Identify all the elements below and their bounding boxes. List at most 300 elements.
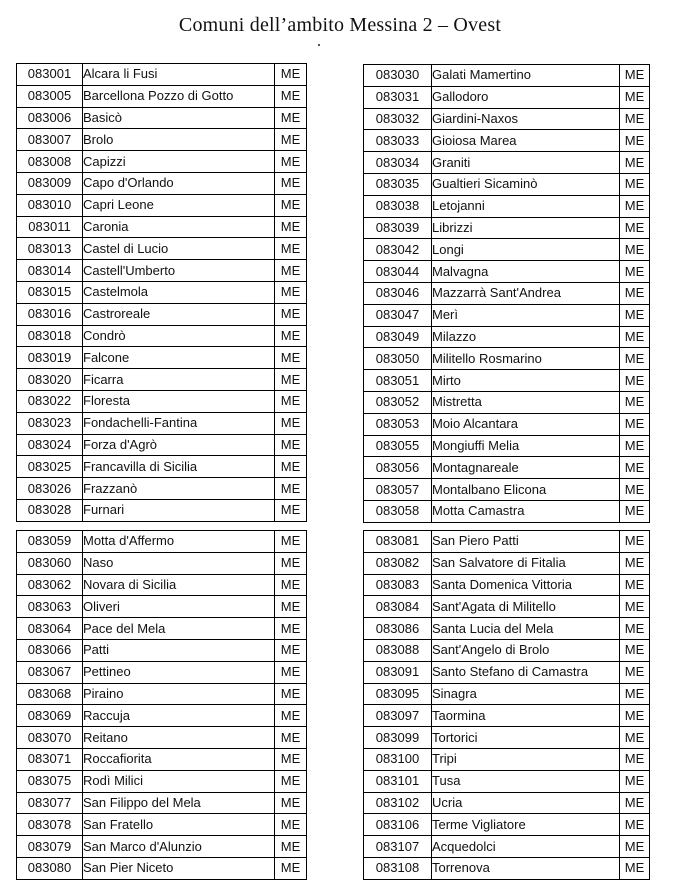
- province-code-cell: ME: [620, 304, 650, 326]
- table-row: [17, 596, 307, 618]
- municipality-name-cell: Rodì Milici: [83, 770, 275, 792]
- municipality-name-cell: Librizzi: [432, 217, 620, 239]
- istat-code-cell: 083091: [364, 661, 432, 683]
- province-code-cell: ME: [275, 792, 307, 814]
- istat-code-cell: 083068: [17, 683, 83, 705]
- istat-code-cell: 083019: [17, 347, 83, 369]
- municipality-name-cell: Milazzo: [432, 326, 620, 348]
- table-row: [364, 705, 650, 727]
- municipalities-table-bottom-left: [16, 530, 307, 880]
- province-code-cell: ME: [275, 456, 307, 478]
- province-code-cell: ME: [620, 727, 650, 749]
- municipality-name-cell: Sant'Agata di Militello: [432, 596, 620, 618]
- province-code-cell: ME: [275, 574, 307, 596]
- table-row: [364, 661, 650, 683]
- province-code-cell: ME: [620, 326, 650, 348]
- municipality-name-cell: Terme Vigliatore: [432, 814, 620, 836]
- istat-code-cell: 083018: [17, 325, 83, 347]
- istat-code-cell: 083052: [364, 391, 432, 413]
- municipality-name-cell: Forza d'Agrò: [83, 434, 275, 456]
- table-row: [17, 748, 307, 770]
- table-row: [17, 478, 307, 500]
- table-row: [364, 435, 650, 457]
- province-code-cell: ME: [620, 552, 650, 574]
- province-code-cell: ME: [275, 434, 307, 456]
- table-row: [364, 618, 650, 640]
- municipality-name-cell: Oliveri: [83, 596, 275, 618]
- province-code-cell: ME: [275, 194, 307, 216]
- municipality-name-cell: Reitano: [83, 727, 275, 749]
- municipality-name-cell: Falcone: [83, 347, 275, 369]
- istat-code-cell: 083063: [17, 596, 83, 618]
- istat-code-cell: 083038: [364, 195, 432, 217]
- municipality-name-cell: Mazzarrà Sant'Andrea: [432, 282, 620, 304]
- istat-code-cell: 083010: [17, 194, 83, 216]
- table-row: [364, 86, 650, 108]
- municipality-name-cell: Tripi: [432, 748, 620, 770]
- province-code-cell: ME: [275, 325, 307, 347]
- table-row: [17, 347, 307, 369]
- province-code-cell: ME: [275, 531, 307, 553]
- municipality-name-cell: Moio Alcantara: [432, 413, 620, 435]
- istat-code-cell: 083075: [17, 770, 83, 792]
- istat-code-cell: 083080: [17, 857, 83, 879]
- istat-code-cell: 083067: [17, 661, 83, 683]
- table-row: [364, 857, 650, 879]
- province-code-cell: ME: [620, 108, 650, 130]
- province-code-cell: ME: [275, 85, 307, 107]
- istat-code-cell: 083008: [17, 151, 83, 173]
- istat-code-cell: 083006: [17, 107, 83, 129]
- province-code-cell: ME: [620, 639, 650, 661]
- istat-code-cell: 083102: [364, 792, 432, 814]
- istat-code-cell: 083084: [364, 596, 432, 618]
- table-row: [17, 194, 307, 216]
- municipality-name-cell: Raccuja: [83, 705, 275, 727]
- table-row: [364, 108, 650, 130]
- table-row: [17, 129, 307, 151]
- province-code-cell: ME: [620, 435, 650, 457]
- municipality-name-cell: Novara di Sicilia: [83, 574, 275, 596]
- province-code-cell: ME: [620, 531, 650, 553]
- istat-code-cell: 083057: [364, 479, 432, 501]
- table-row: [364, 792, 650, 814]
- table-row: [17, 369, 307, 391]
- istat-code-cell: 083001: [17, 64, 83, 86]
- municipality-name-cell: Tusa: [432, 770, 620, 792]
- table-row: [364, 413, 650, 435]
- table-row: [17, 552, 307, 574]
- province-code-cell: ME: [620, 239, 650, 261]
- istat-code-cell: 083053: [364, 413, 432, 435]
- istat-code-cell: 083079: [17, 836, 83, 858]
- istat-code-cell: 083108: [364, 857, 432, 879]
- table-row: [17, 727, 307, 749]
- municipality-name-cell: San Salvatore di Fitalia: [432, 552, 620, 574]
- table-row: [364, 391, 650, 413]
- municipality-name-cell: Brolo: [83, 129, 275, 151]
- istat-code-cell: 083056: [364, 457, 432, 479]
- table-row: [17, 325, 307, 347]
- municipality-name-cell: Naso: [83, 552, 275, 574]
- table-row: [17, 64, 307, 86]
- istat-code-cell: 083023: [17, 412, 83, 434]
- province-code-cell: ME: [620, 661, 650, 683]
- province-code-cell: ME: [275, 238, 307, 260]
- istat-code-cell: 083097: [364, 705, 432, 727]
- table-row: [364, 836, 650, 858]
- province-code-cell: ME: [620, 814, 650, 836]
- table-row: [17, 390, 307, 412]
- table-row: [17, 412, 307, 434]
- istat-code-cell: 083024: [17, 434, 83, 456]
- municipality-name-cell: Pettineo: [83, 661, 275, 683]
- province-code-cell: ME: [275, 857, 307, 879]
- istat-code-cell: 083032: [364, 108, 432, 130]
- municipality-name-cell: Francavilla di Sicilia: [83, 456, 275, 478]
- table-row: [364, 152, 650, 174]
- table-row: [364, 770, 650, 792]
- province-code-cell: ME: [275, 836, 307, 858]
- table-row: [17, 260, 307, 282]
- province-code-cell: ME: [620, 479, 650, 501]
- municipality-name-cell: Furnari: [83, 499, 275, 521]
- istat-code-cell: 083035: [364, 173, 432, 195]
- table-row: [364, 727, 650, 749]
- province-code-cell: ME: [620, 65, 650, 87]
- istat-code-cell: 083099: [364, 727, 432, 749]
- table-row: [364, 596, 650, 618]
- istat-code-cell: 083101: [364, 770, 432, 792]
- province-code-cell: ME: [620, 618, 650, 640]
- istat-code-cell: 083064: [17, 618, 83, 640]
- table-row: [17, 792, 307, 814]
- municipality-name-cell: Santa Domenica Vittoria: [432, 574, 620, 596]
- table-row: [364, 304, 650, 326]
- province-code-cell: ME: [620, 217, 650, 239]
- istat-code-cell: 083070: [17, 727, 83, 749]
- province-code-cell: ME: [620, 195, 650, 217]
- municipalities-table-bottom-right: [363, 530, 650, 880]
- province-code-cell: ME: [275, 216, 307, 238]
- municipality-name-cell: Graniti: [432, 152, 620, 174]
- table-row: [364, 814, 650, 836]
- province-code-cell: ME: [620, 857, 650, 879]
- istat-code-cell: 083100: [364, 748, 432, 770]
- province-code-cell: ME: [275, 390, 307, 412]
- province-code-cell: ME: [275, 770, 307, 792]
- province-code-cell: ME: [275, 412, 307, 434]
- istat-code-cell: 083047: [364, 304, 432, 326]
- table-row: [364, 195, 650, 217]
- province-code-cell: ME: [620, 836, 650, 858]
- province-code-cell: ME: [275, 661, 307, 683]
- istat-code-cell: 083077: [17, 792, 83, 814]
- municipality-name-cell: Capri Leone: [83, 194, 275, 216]
- istat-code-cell: 083044: [364, 261, 432, 283]
- istat-code-cell: 083051: [364, 370, 432, 392]
- municipality-name-cell: Floresta: [83, 390, 275, 412]
- istat-code-cell: 083007: [17, 129, 83, 151]
- istat-code-cell: 083028: [17, 499, 83, 521]
- table-row: [364, 457, 650, 479]
- table-row: [17, 456, 307, 478]
- table-row: [364, 531, 650, 553]
- province-code-cell: ME: [620, 705, 650, 727]
- table-row: [17, 281, 307, 303]
- istat-code-cell: 083107: [364, 836, 432, 858]
- municipality-name-cell: Basicò: [83, 107, 275, 129]
- province-code-cell: ME: [275, 129, 307, 151]
- municipality-name-cell: Gualtieri Sicaminò: [432, 173, 620, 195]
- municipality-name-cell: San Filippo del Mela: [83, 792, 275, 814]
- province-code-cell: ME: [275, 172, 307, 194]
- municipality-name-cell: Castel di Lucio: [83, 238, 275, 260]
- municipality-name-cell: Mirto: [432, 370, 620, 392]
- istat-code-cell: 083086: [364, 618, 432, 640]
- province-code-cell: ME: [275, 151, 307, 173]
- province-code-cell: ME: [620, 86, 650, 108]
- table-row: [17, 683, 307, 705]
- province-code-cell: ME: [620, 173, 650, 195]
- province-code-cell: ME: [620, 348, 650, 370]
- municipality-name-cell: Sinagra: [432, 683, 620, 705]
- province-code-cell: ME: [620, 282, 650, 304]
- istat-code-cell: 083095: [364, 683, 432, 705]
- istat-code-cell: 083060: [17, 552, 83, 574]
- table-row: [364, 574, 650, 596]
- province-code-cell: ME: [620, 413, 650, 435]
- istat-code-cell: 083058: [364, 500, 432, 522]
- municipality-name-cell: Castroreale: [83, 303, 275, 325]
- istat-code-cell: 083026: [17, 478, 83, 500]
- municipality-name-cell: Ficarra: [83, 369, 275, 391]
- table-row: [364, 239, 650, 261]
- municipalities-table-top-right: [363, 64, 650, 523]
- istat-code-cell: 083039: [364, 217, 432, 239]
- table-row: [17, 705, 307, 727]
- municipality-name-cell: Letojanni: [432, 195, 620, 217]
- province-code-cell: ME: [275, 260, 307, 282]
- municipality-name-cell: Alcara li Fusi: [83, 64, 275, 86]
- istat-code-cell: 083009: [17, 172, 83, 194]
- province-code-cell: ME: [620, 574, 650, 596]
- table-row: [17, 857, 307, 879]
- province-code-cell: ME: [620, 152, 650, 174]
- istat-code-cell: 083042: [364, 239, 432, 261]
- istat-code-cell: 083069: [17, 705, 83, 727]
- table-row: [17, 107, 307, 129]
- province-code-cell: ME: [275, 347, 307, 369]
- istat-code-cell: 083081: [364, 531, 432, 553]
- municipality-name-cell: Motta Camastra: [432, 500, 620, 522]
- table-row: [17, 661, 307, 683]
- municipalities-table-top-left: [16, 63, 307, 522]
- province-code-cell: ME: [275, 814, 307, 836]
- municipality-name-cell: Fondachelli-Fantina: [83, 412, 275, 434]
- municipality-name-cell: Condrò: [83, 325, 275, 347]
- istat-code-cell: 083034: [364, 152, 432, 174]
- istat-code-cell: 083020: [17, 369, 83, 391]
- province-code-cell: ME: [275, 369, 307, 391]
- istat-code-cell: 083049: [364, 326, 432, 348]
- table-row: [364, 261, 650, 283]
- istat-code-cell: 083066: [17, 639, 83, 661]
- province-code-cell: ME: [620, 130, 650, 152]
- table-row: [17, 639, 307, 661]
- istat-code-cell: 083031: [364, 86, 432, 108]
- municipality-name-cell: Piraino: [83, 683, 275, 705]
- municipality-name-cell: Sant'Angelo di Brolo: [432, 639, 620, 661]
- istat-code-cell: 083033: [364, 130, 432, 152]
- table-row: [364, 130, 650, 152]
- municipality-name-cell: Torrenova: [432, 857, 620, 879]
- table-row: [17, 151, 307, 173]
- province-code-cell: ME: [620, 683, 650, 705]
- province-code-cell: ME: [620, 261, 650, 283]
- municipality-name-cell: Barcellona Pozzo di Gotto: [83, 85, 275, 107]
- municipality-name-cell: Galati Mamertino: [432, 65, 620, 87]
- istat-code-cell: 083030: [364, 65, 432, 87]
- istat-code-cell: 083046: [364, 282, 432, 304]
- province-code-cell: ME: [275, 639, 307, 661]
- table-row: [17, 618, 307, 640]
- municipality-name-cell: Castelmola: [83, 281, 275, 303]
- municipality-name-cell: San Pier Niceto: [83, 857, 275, 879]
- province-code-cell: ME: [275, 303, 307, 325]
- municipality-name-cell: Motta d'Affermo: [83, 531, 275, 553]
- province-code-cell: ME: [275, 618, 307, 640]
- municipality-name-cell: Gioiosa Marea: [432, 130, 620, 152]
- province-code-cell: ME: [275, 478, 307, 500]
- table-row: [364, 748, 650, 770]
- istat-code-cell: 083013: [17, 238, 83, 260]
- table-row: [364, 348, 650, 370]
- municipality-name-cell: Gallodoro: [432, 86, 620, 108]
- istat-code-cell: 083011: [17, 216, 83, 238]
- table-row: [364, 500, 650, 522]
- province-code-cell: ME: [620, 391, 650, 413]
- table-row: [17, 172, 307, 194]
- province-code-cell: ME: [275, 596, 307, 618]
- table-row: [364, 65, 650, 87]
- table-row: [17, 238, 307, 260]
- province-code-cell: ME: [620, 370, 650, 392]
- istat-code-cell: 083016: [17, 303, 83, 325]
- province-code-cell: ME: [275, 281, 307, 303]
- table-row: [17, 499, 307, 521]
- istat-code-cell: 083106: [364, 814, 432, 836]
- province-code-cell: ME: [275, 499, 307, 521]
- province-code-cell: ME: [275, 64, 307, 86]
- table-row: [364, 282, 650, 304]
- istat-code-cell: 083062: [17, 574, 83, 596]
- province-code-cell: ME: [620, 748, 650, 770]
- municipality-name-cell: Ucria: [432, 792, 620, 814]
- municipality-name-cell: Montalbano Elicona: [432, 479, 620, 501]
- municipality-name-cell: San Marco d'Alunzio: [83, 836, 275, 858]
- table-row: [364, 552, 650, 574]
- municipality-name-cell: Montagnareale: [432, 457, 620, 479]
- municipality-name-cell: Capizzi: [83, 151, 275, 173]
- istat-code-cell: 083088: [364, 639, 432, 661]
- istat-code-cell: 083005: [17, 85, 83, 107]
- province-code-cell: ME: [275, 748, 307, 770]
- province-code-cell: ME: [275, 107, 307, 129]
- municipality-name-cell: Malvagna: [432, 261, 620, 283]
- page-title: Comuni dell’ambito Messina 2 – Ovest: [178, 14, 502, 36]
- municipality-name-cell: Taormina: [432, 705, 620, 727]
- municipality-name-cell: Giardini-Naxos: [432, 108, 620, 130]
- table-row: [17, 303, 307, 325]
- istat-code-cell: 083082: [364, 552, 432, 574]
- table-row: [17, 85, 307, 107]
- municipality-name-cell: Frazzanò: [83, 478, 275, 500]
- table-row: [17, 770, 307, 792]
- municipality-name-cell: Capo d'Orlando: [83, 172, 275, 194]
- table-row: [364, 173, 650, 195]
- istat-code-cell: 083050: [364, 348, 432, 370]
- table-row: [364, 326, 650, 348]
- table-row: [17, 434, 307, 456]
- istat-code-cell: 083015: [17, 281, 83, 303]
- istat-code-cell: 083014: [17, 260, 83, 282]
- province-code-cell: ME: [275, 727, 307, 749]
- table-row: [17, 836, 307, 858]
- istat-code-cell: 083025: [17, 456, 83, 478]
- table-row: [17, 574, 307, 596]
- istat-code-cell: 083083: [364, 574, 432, 596]
- table-row: [364, 639, 650, 661]
- municipality-name-cell: Patti: [83, 639, 275, 661]
- municipality-name-cell: Mistretta: [432, 391, 620, 413]
- table-row: [364, 370, 650, 392]
- istat-code-cell: 083059: [17, 531, 83, 553]
- province-code-cell: ME: [275, 552, 307, 574]
- municipality-name-cell: Tortorici: [432, 727, 620, 749]
- municipality-name-cell: Pace del Mela: [83, 618, 275, 640]
- municipality-name-cell: Longi: [432, 239, 620, 261]
- istat-code-cell: 083022: [17, 390, 83, 412]
- table-row: [17, 531, 307, 553]
- municipality-name-cell: Merì: [432, 304, 620, 326]
- table-row: [364, 683, 650, 705]
- istat-code-cell: 083078: [17, 814, 83, 836]
- municipality-name-cell: Castell'Umberto: [83, 260, 275, 282]
- province-code-cell: ME: [620, 457, 650, 479]
- municipality-name-cell: Santo Stefano di Camastra: [432, 661, 620, 683]
- table-row: [364, 479, 650, 501]
- municipality-name-cell: Mongiuffi Melia: [432, 435, 620, 457]
- municipality-name-cell: San Piero Patti: [432, 531, 620, 553]
- table-row: [364, 217, 650, 239]
- province-code-cell: ME: [620, 596, 650, 618]
- province-code-cell: ME: [620, 792, 650, 814]
- stray-dot: [318, 44, 320, 46]
- province-code-cell: ME: [275, 683, 307, 705]
- municipality-name-cell: Acquedolci: [432, 836, 620, 858]
- municipality-name-cell: Santa Lucia del Mela: [432, 618, 620, 640]
- table-row: [17, 216, 307, 238]
- province-code-cell: ME: [620, 770, 650, 792]
- istat-code-cell: 083071: [17, 748, 83, 770]
- municipality-name-cell: San Fratello: [83, 814, 275, 836]
- table-row: [17, 814, 307, 836]
- province-code-cell: ME: [620, 500, 650, 522]
- municipality-name-cell: Caronia: [83, 216, 275, 238]
- municipality-name-cell: Militello Rosmarino: [432, 348, 620, 370]
- istat-code-cell: 083055: [364, 435, 432, 457]
